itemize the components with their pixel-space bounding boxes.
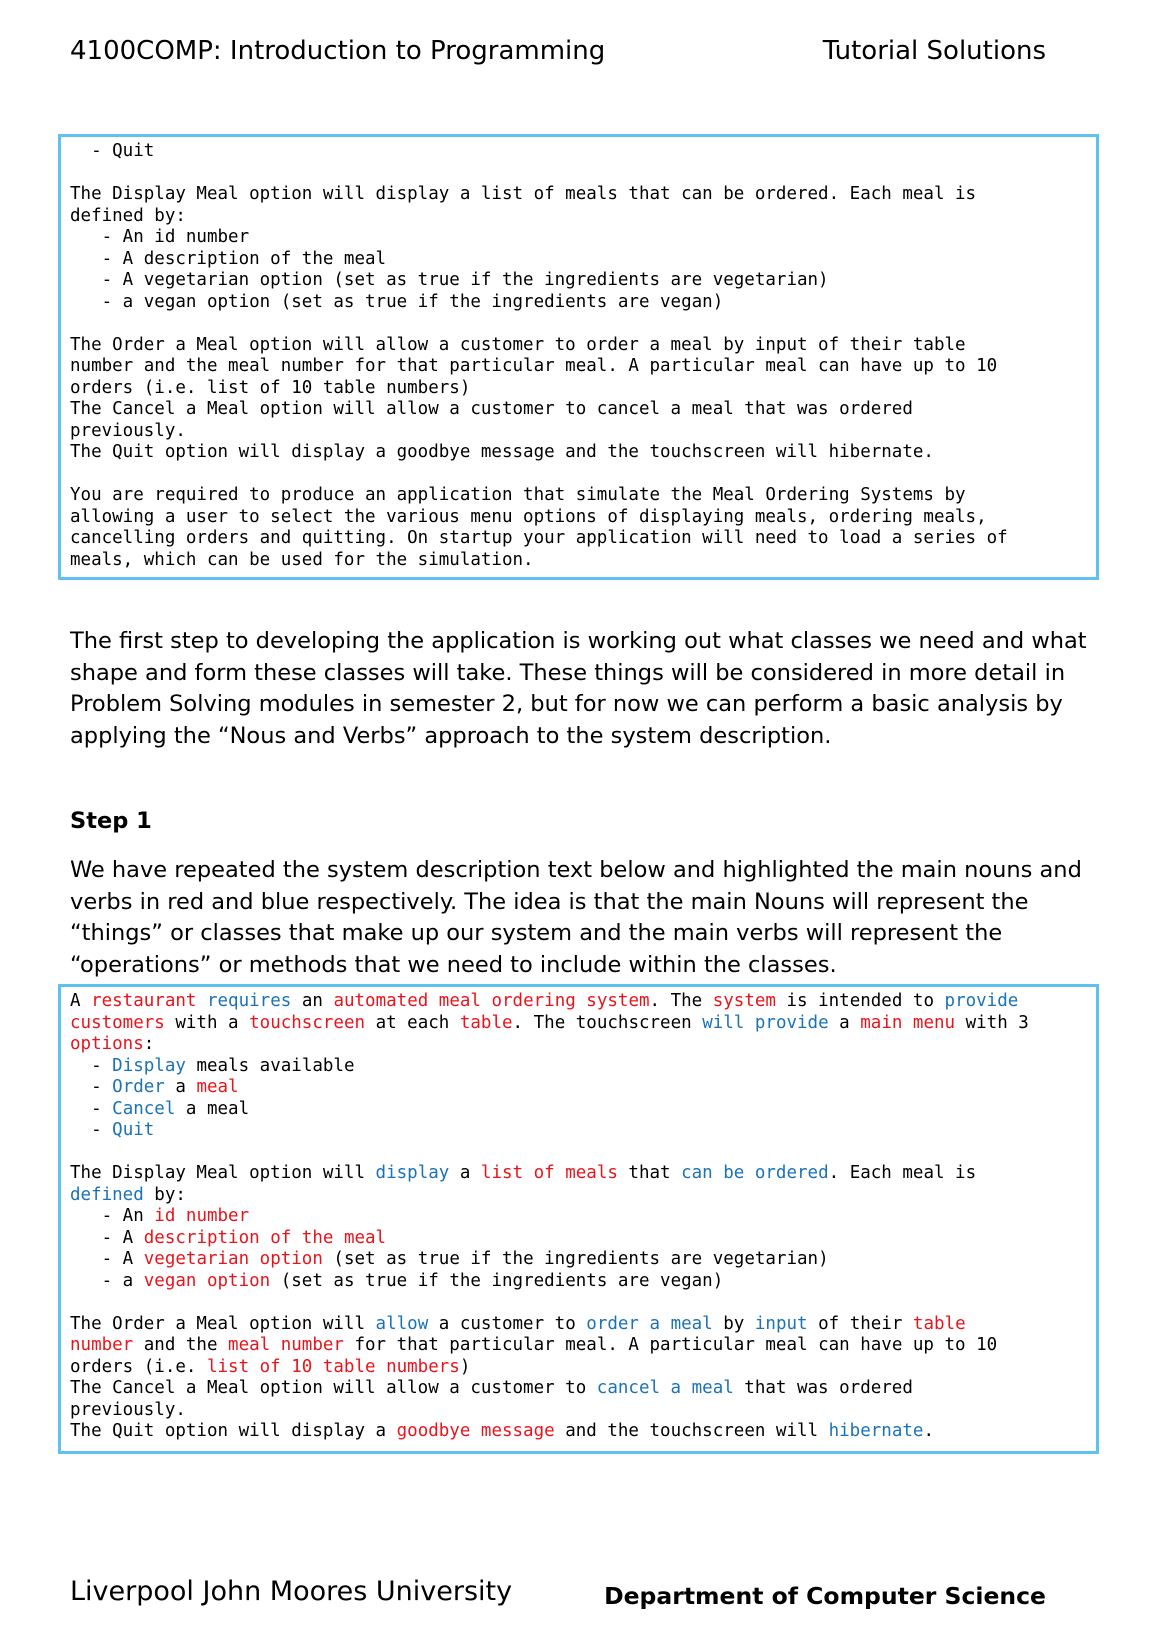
text-segment: meals, which can be used for the simulation.	[70, 549, 534, 570]
course-title: 4100COMP: Introduction to Programming	[70, 36, 606, 66]
step-paragraph: We have repeated the system description text below and highlighted the main nouns and verbs in red and blue respectively. The idea is that the main Nouns will represent the “things” or classes that make up our system and the main verbs will represent the “operations” or methods that we need to include within the classes.	[70, 857, 1082, 978]
noun-highlight: id number	[154, 1206, 250, 1226]
text-segment: - Quit	[70, 141, 155, 161]
code-line	[70, 1206, 1096, 1228]
verb-highlight: allow	[375, 1313, 429, 1334]
code-line	[70, 1034, 1096, 1056]
noun-highlight: options	[70, 1034, 144, 1054]
text-segment: that	[617, 1163, 682, 1183]
code-line	[70, 227, 1096, 249]
text-segment: with a	[164, 1012, 250, 1033]
noun-highlight: meal number	[228, 1335, 344, 1355]
verb-highlight: requires	[206, 991, 292, 1011]
text-segment: an	[291, 991, 334, 1011]
text-segment: - An id number	[70, 227, 250, 247]
verb-highlight: order a meal	[586, 1313, 713, 1334]
text-segment: that was ordered	[733, 1378, 913, 1398]
code-line	[70, 313, 1096, 335]
code-line	[70, 378, 1096, 400]
verb-highlight: will provide	[702, 1012, 829, 1033]
text-segment: :	[143, 1034, 155, 1054]
noun-highlight: list of meals	[480, 1163, 618, 1183]
code-line	[70, 1378, 1096, 1400]
code-line	[70, 507, 1096, 529]
text-segment: (set as true if the ingredients are vegan)	[270, 1270, 724, 1291]
text-segment: - a	[70, 1270, 144, 1291]
code-line	[70, 1421, 1096, 1443]
text-segment: a	[828, 1012, 861, 1033]
code-line	[70, 464, 1096, 486]
highlighted-description-box	[58, 984, 1099, 1454]
text-segment: cancelling orders and quitting. On startup your application will need to load a series of	[70, 528, 1008, 548]
system-description-box	[58, 134, 1099, 580]
text-segment: a	[164, 1077, 197, 1097]
noun-highlight: automated meal ordering system	[333, 991, 650, 1011]
noun-highlight: customers	[70, 1012, 165, 1033]
text-segment: )	[459, 1356, 471, 1377]
code-line	[70, 421, 1096, 443]
noun-highlight: meal	[196, 1077, 239, 1097]
document-type: Tutorial Solutions	[822, 36, 1046, 66]
text-segment: orders (i.e. list of 10 table numbers)	[70, 377, 471, 398]
step-heading: Step 1	[70, 808, 152, 834]
verb-highlight: provide	[944, 991, 1019, 1011]
code-line	[70, 991, 1096, 1013]
text-segment: orders (i.e.	[70, 1356, 207, 1377]
noun-highlight: table	[912, 1313, 966, 1334]
code-line	[70, 1163, 1096, 1185]
noun-highlight: restaurant	[91, 991, 197, 1011]
code-line	[70, 1335, 1096, 1357]
code-line	[70, 1228, 1096, 1250]
verb-highlight: defined	[70, 1184, 144, 1205]
text-segment: The Quit option will display a goodbye message and the touchscreen will hibernate.	[70, 442, 934, 462]
code-line	[70, 399, 1096, 421]
text-segment: - A	[70, 1227, 144, 1248]
verb-highlight: Order	[112, 1077, 165, 1097]
text-segment: .	[923, 1421, 934, 1441]
code-line	[70, 163, 1096, 185]
text-segment: . Each meal is	[828, 1163, 977, 1183]
code-line	[70, 1013, 1096, 1035]
text-segment: with 3	[955, 1012, 1029, 1033]
code-line	[70, 292, 1096, 314]
intro-paragraph: The first step to developing the application is working out what classes we need and what shape and form these classes will take. These things will be considered in more detail in Problem Solving modules in semester 2, but for now we can perform a basic analysis by applying the “Nous and Verbs” approach to the system description.	[70, 628, 1087, 749]
code-line	[70, 1185, 1096, 1207]
text-segment: of their	[807, 1313, 913, 1334]
verb-highlight: Display	[112, 1055, 186, 1076]
code-line	[70, 1249, 1096, 1271]
text-segment: -	[70, 1120, 113, 1140]
text-segment: a	[449, 1163, 481, 1183]
code-line	[70, 1120, 1096, 1142]
code-line	[70, 1099, 1096, 1121]
code-line	[70, 356, 1096, 378]
text-segment: The Quit option will display a	[70, 1421, 397, 1441]
code-line	[70, 550, 1096, 572]
text-segment: The Display Meal option will	[70, 1163, 376, 1183]
code-line	[70, 528, 1096, 550]
text-segment: defined by:	[70, 205, 186, 226]
text-segment: - A vegetarian option (set as true if the ingredients are vegetarian)	[70, 270, 829, 290]
text-segment: - An	[70, 1206, 155, 1226]
text-segment: - A	[70, 1249, 144, 1269]
code-line	[70, 1314, 1096, 1336]
code-line	[70, 184, 1096, 206]
verb-highlight: hibernate	[828, 1421, 924, 1441]
code-line	[70, 1077, 1096, 1099]
text-segment: is intended to	[775, 991, 945, 1011]
code-line	[70, 442, 1096, 464]
noun-highlight: vegetarian option	[143, 1249, 323, 1269]
text-segment: by	[712, 1313, 755, 1334]
noun-highlight: goodbye message	[396, 1421, 555, 1441]
verb-highlight: input	[754, 1313, 808, 1334]
verb-highlight: Quit	[112, 1120, 155, 1140]
text-segment: The Order a Meal option will	[70, 1313, 376, 1334]
text-segment: allowing a user to select the various menu options of displaying meals, ordering meals,	[70, 506, 987, 527]
code-line	[70, 141, 1096, 163]
verb-highlight: display	[375, 1163, 450, 1183]
text-segment: number and the meal number for that particular meal. A particular meal can have up to 10	[70, 356, 998, 376]
text-segment: meals available	[185, 1055, 355, 1076]
text-segment: . The touchscreen	[512, 1012, 703, 1033]
text-segment: You are required to produce an application that simulate the Meal Ordering Systems by	[70, 485, 966, 505]
verb-highlight: can be ordered	[681, 1163, 829, 1183]
text-segment: -	[70, 1055, 113, 1076]
code-line	[70, 1292, 1096, 1314]
code-line	[70, 335, 1096, 357]
text-segment: - a vegan option (set as true if the ingredients are vegan)	[70, 291, 724, 312]
noun-highlight: description of the meal	[143, 1227, 387, 1248]
text-segment: The Cancel a Meal option will allow a customer to	[70, 1378, 597, 1398]
text-segment: and the	[133, 1335, 229, 1355]
text-segment: . The	[649, 991, 713, 1011]
noun-highlight: list of 10 table numbers	[206, 1356, 460, 1377]
text-segment: (set as true if the ingredients are vegetarian)	[322, 1249, 829, 1269]
code-line	[70, 1400, 1096, 1422]
text-segment: previously.	[70, 1399, 186, 1420]
text-segment: -	[70, 1098, 113, 1119]
text-segment: and the touchscreen will	[554, 1421, 829, 1441]
text-segment: at each	[365, 1012, 460, 1033]
noun-highlight: table	[459, 1012, 513, 1033]
noun-highlight: number	[70, 1335, 134, 1355]
noun-highlight: system	[712, 991, 776, 1011]
code-line	[70, 270, 1096, 292]
code-line	[70, 1142, 1096, 1164]
noun-highlight: main menu	[860, 1012, 956, 1033]
text-segment: a meal	[175, 1098, 250, 1119]
text-segment: a customer to	[428, 1313, 587, 1334]
text-segment	[196, 991, 207, 1011]
verb-highlight: cancel a meal	[596, 1378, 734, 1398]
code-line	[70, 1056, 1096, 1078]
verb-highlight: Cancel	[112, 1098, 176, 1119]
text-segment: by:	[143, 1184, 186, 1205]
text-segment: previously.	[70, 420, 186, 441]
noun-highlight: vegan option	[143, 1270, 271, 1291]
text-segment: The Order a Meal option will allow a customer to order a meal by input of their table	[70, 334, 966, 355]
text-segment: The Cancel a Meal option will allow a customer to cancel a meal that was ordered	[70, 399, 913, 419]
noun-highlight: touchscreen	[249, 1012, 366, 1033]
code-line	[70, 249, 1096, 271]
text-segment: - A description of the meal	[70, 248, 387, 269]
code-line	[70, 206, 1096, 228]
university-name: Liverpool John Moores University	[70, 1576, 513, 1607]
code-line	[70, 1357, 1096, 1379]
text-segment: -	[70, 1077, 113, 1097]
code-line	[70, 1271, 1096, 1293]
text-segment: The Display Meal option will display a list of meals that can be ordered. Each meal is	[70, 184, 977, 204]
department-name: Department of Computer Science	[604, 1582, 1046, 1610]
text-segment: A	[70, 991, 92, 1011]
text-segment: for that particular meal. A particular meal can have up to 10	[343, 1335, 998, 1355]
code-line	[70, 485, 1096, 507]
